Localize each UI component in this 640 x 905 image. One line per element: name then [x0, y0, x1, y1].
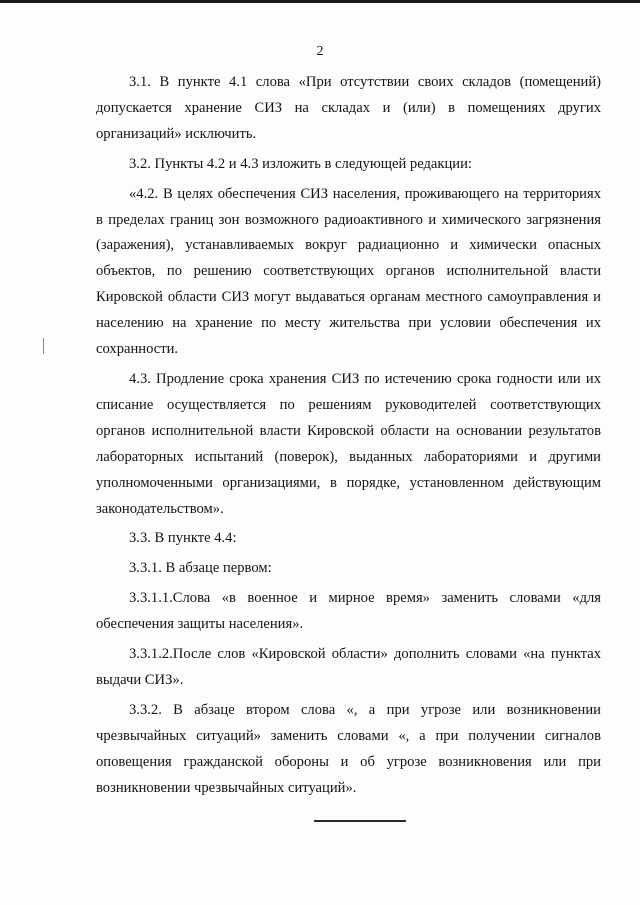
paragraph-4-2: «4.2. В целях обеспечения СИЗ населения, проживающего на территориях в пределах границ зон возможного радиоактивного и химического загрязнения (заражения), устанавливаемых вокруг радиационно и химически опасных объектов, по решению соответствующих органов исполнительной власти Кировской области СИЗ могут выдаваться органам местного самоуправления и населению на хранение по месту жительства при условии обеспечения их сохранности. — [96, 185, 601, 358]
paragraph-3-3-1-1: 3.3.1.1.Слова «в военное и мирное время» заменить словами «для обеспечения защиты населения». — [96, 590, 601, 633]
paragraph-3-3: 3.3. В пункте 4.4: — [129, 530, 237, 547]
paragraph-4-3: 4.3. Продление срока хранения СИЗ по истечению срока годности или их списание осуществляется по решениям руководителей соответствующих органов исполнительной власти Кировской области на основании результатов лабораторных испытаний (поверок), выданных лабораториями и другими уполномоченными организациями, в порядке, установленном действующим законодательством». — [96, 370, 601, 517]
page-number: 2 — [316, 44, 324, 59]
document-body — [96, 70, 601, 805]
paragraph-3-2: 3.2. Пункты 4.2 и 4.3 изложить в следующей редакции: — [129, 155, 472, 172]
scan-top-edge — [0, 0, 640, 3]
closing-rule — [314, 820, 406, 822]
scan-margin-mark — [43, 338, 44, 354]
paragraph-3-1: 3.1. В пункте 4.1 слова «При отсутствии своих складов (помещений) допускается хранение СИЗ на складах и (или) в помещениях других организаций» исключить. — [96, 74, 601, 142]
paragraph-3-3-2: 3.3.2. В абзаце втором слова «, а при угрозе или возникновении чрезвычайных ситуаций» заменить словами «, а при получении сигналов оповещения гражданской обороны и об угрозе возникновения или при возникновении чрезвычайных ситуаций». — [96, 701, 601, 796]
paragraph-3-3-1: 3.3.1. В абзаце первом: — [129, 560, 272, 577]
paragraph-3-3-1-2: 3.3.1.2.После слов «Кировской области» дополнить словами «на пунктах выдачи СИЗ». — [96, 646, 601, 688]
